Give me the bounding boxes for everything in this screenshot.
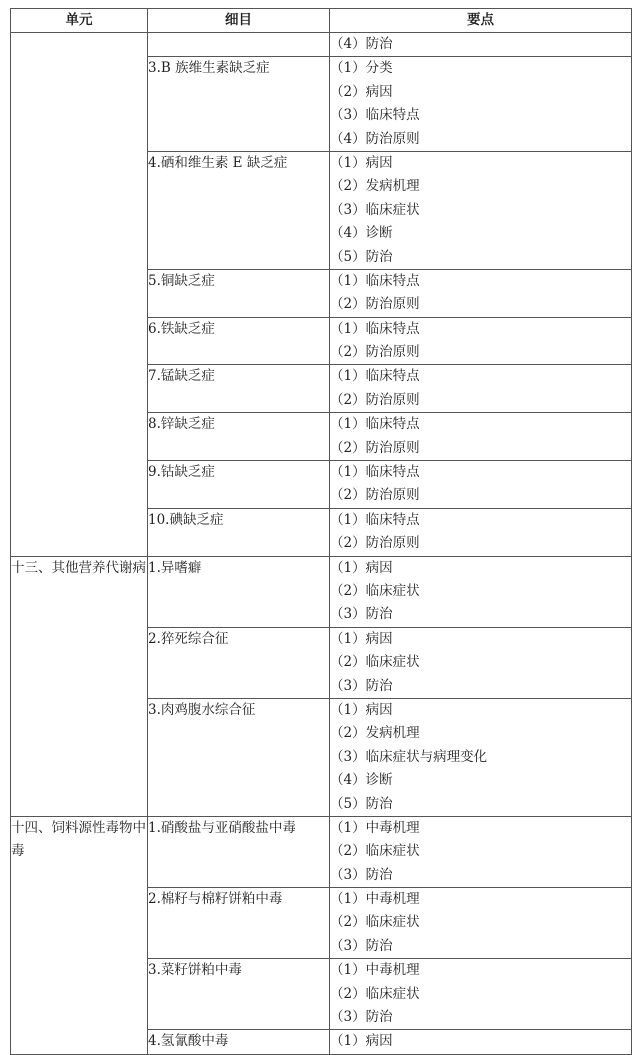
point-text: （2）临床症状	[330, 582, 420, 599]
item-cell: 3.菜籽饼粕中毒	[148, 959, 330, 1030]
point-text: （1）中毒机理	[330, 962, 420, 979]
point-text: （1）临床特点	[330, 320, 420, 337]
header-row	[11, 9, 632, 33]
points-cell	[330, 413, 632, 461]
point-text: （4）诊断	[330, 225, 393, 242]
point-text: （3）临床特点	[330, 107, 420, 124]
point-text: （1）临床特点	[330, 368, 420, 385]
point-text: （1）临床特点	[330, 511, 420, 528]
point-text: （1）病因	[330, 630, 393, 647]
points-cell	[330, 556, 632, 627]
point-text: （1）病因	[330, 559, 393, 576]
table-row	[11, 33, 632, 57]
points-cell	[330, 269, 632, 317]
item-cell: 8.锌缺乏症	[148, 413, 330, 461]
point-text: （3）防治	[330, 1009, 393, 1026]
point-text: （1）分类	[330, 60, 393, 77]
point-text: （2）临床症状	[330, 985, 420, 1002]
point-text: （1）中毒机理	[330, 891, 420, 908]
item-cell: 10.碘缺乏症	[148, 508, 330, 556]
point-text: （3）临床症状与病理变化	[330, 748, 488, 765]
point-text: （2）防治原则	[330, 535, 420, 552]
item-cell: 1.异嗜癖	[148, 556, 330, 627]
item-cell: 7.锰缺乏症	[148, 365, 330, 413]
header-points: 要点	[330, 9, 632, 33]
points-cell	[330, 317, 632, 365]
item-cell: 4.硒和维生素 E 缺乏症	[148, 151, 330, 269]
points-cell	[330, 888, 632, 959]
point-text: （2）防治原则	[330, 439, 420, 456]
point-text: （1）病因	[330, 154, 393, 171]
points-cell	[330, 365, 632, 413]
point-text: （2）防治原则	[330, 344, 420, 361]
table-row	[11, 816, 632, 887]
point-text: （3）防治	[330, 606, 393, 623]
point-text: （5）防治	[330, 248, 393, 265]
table-body	[11, 33, 632, 1055]
points-cell	[330, 627, 632, 698]
points-cell	[330, 33, 632, 57]
point-text: （2）发病机理	[330, 178, 420, 195]
item-cell: 1.硝酸盐与亚硝酸盐中毒	[148, 816, 330, 887]
item-cell: 9.钴缺乏症	[148, 461, 330, 509]
point-text: （1）病因	[330, 701, 393, 718]
point-text: （2）临床症状	[330, 843, 420, 860]
point-text: （1）临床特点	[330, 272, 420, 289]
points-cell	[330, 461, 632, 509]
point-text: （3）临床症状	[330, 201, 420, 218]
point-text: （4）诊断	[330, 772, 393, 789]
points-cell	[330, 151, 632, 269]
point-text: （2）防治原则	[330, 296, 420, 313]
syllabus-table	[10, 8, 632, 1055]
item-cell: 2.猝死综合征	[148, 627, 330, 698]
item-cell: 6.铁缺乏症	[148, 317, 330, 365]
unit-cell: 十三、其他营养代谢病	[11, 556, 148, 816]
point-text: （2）防治原则	[330, 391, 420, 408]
point-text: （1）临床特点	[330, 416, 420, 433]
item-cell	[148, 33, 330, 57]
unit-cell	[11, 33, 148, 557]
item-cell: 2.棉籽与棉籽饼粕中毒	[148, 888, 330, 959]
point-text: （5）防治	[330, 795, 393, 812]
point-text: （2）病因	[330, 83, 393, 100]
item-cell: 5.铜缺乏症	[148, 269, 330, 317]
item-cell: 3.B 族维生素缺乏症	[148, 57, 330, 152]
point-text: （1）病因	[330, 1033, 393, 1050]
point-text: （2）临床症状	[330, 914, 420, 931]
point-text: （3）防治	[330, 937, 393, 954]
header-unit: 单元	[11, 9, 148, 33]
header-item: 细目	[148, 9, 330, 33]
points-cell	[330, 508, 632, 556]
point-text: （1）临床特点	[330, 464, 420, 481]
point-text: （2）临床症状	[330, 654, 420, 671]
points-cell	[330, 57, 632, 152]
table-row	[11, 556, 632, 627]
unit-cell: 十四、饲料源性毒物中毒	[11, 816, 148, 1054]
point-text: （4）防治原则	[330, 130, 420, 147]
point-text: （2）发病机理	[330, 725, 420, 742]
point-text: （3）防治	[330, 866, 393, 883]
item-cell: 4.氢氰酸中毒	[148, 1030, 330, 1054]
item-cell: 3.肉鸡腹水综合征	[148, 698, 330, 816]
point-text: （3）防治	[330, 677, 393, 694]
point-text: （1）中毒机理	[330, 819, 420, 836]
points-cell	[330, 959, 632, 1030]
points-cell	[330, 816, 632, 887]
point-text: （2）防治原则	[330, 487, 420, 504]
points-cell	[330, 698, 632, 816]
point-text: （4）防治	[330, 36, 393, 52]
